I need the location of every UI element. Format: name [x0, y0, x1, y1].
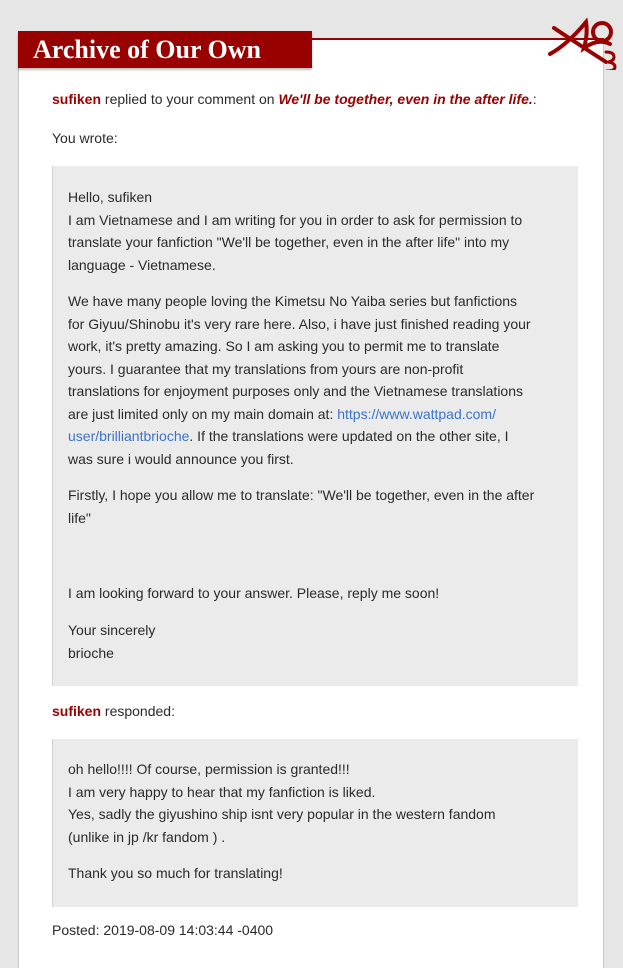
- quote-line: [68, 403, 531, 426]
- quote-line: We have many people loving the Kimetsu No Yaiba series but fanfictions: [68, 293, 518, 309]
- wattpad-link-part1[interactable]: https://www.wattpad.com/: [337, 405, 496, 422]
- quote-line: I am Vietnamese and I am writing for you in order to ask for permission to: [68, 211, 523, 228]
- quote-line: yours. I guarantee that my translations from yours are non-profit: [68, 360, 464, 377]
- response-quote: [52, 739, 578, 907]
- original-comment-quote: [52, 166, 578, 686]
- quote-line: language - Vietnamese.: [68, 256, 216, 273]
- notification-line: [52, 91, 537, 107]
- site-title-banner[interactable]: [18, 31, 312, 68]
- posted-label: Posted:: [52, 922, 100, 938]
- quote-line: I am very happy to hear that my fanfiction is liked.: [68, 783, 376, 800]
- quote-line: oh hello!!!! Of course, permission is granted!!!: [68, 761, 350, 777]
- quote-line: for Giyuu/Shinobu it's very rare here. Also, i have just finished reading your: [68, 315, 531, 332]
- quote-line: Hello, sufiken: [68, 189, 153, 205]
- response-paragraph-1: [68, 758, 496, 848]
- quote-line: Your sincerely: [68, 622, 156, 638]
- you-wrote-label: You wrote:: [52, 130, 118, 146]
- quote-paragraph-2: [68, 290, 531, 470]
- response-paragraph-2: [68, 862, 283, 885]
- quote-paragraph-3: [68, 484, 534, 529]
- quote-line: [68, 425, 531, 448]
- notification-action: replied to your comment on: [104, 91, 275, 107]
- quote-line: translate your fanfiction "We'll be together, even in the after life" into my: [68, 234, 510, 250]
- quote-paragraph-4: [68, 582, 439, 605]
- quote-line: work, it's pretty amazing. So I am asking you to permit me to translate: [68, 338, 500, 354]
- quote-line: (unlike in jp /kr fandom ) .: [68, 828, 226, 845]
- wattpad-link-part2[interactable]: user/brilliantbrioche: [68, 428, 190, 444]
- quote-line: Yes, sadly the giyushino ship isnt very popular in the western fandom: [68, 806, 496, 822]
- quote-line-text: are just limited only on my main domain at:: [68, 405, 338, 422]
- quote-line: brioche: [68, 644, 114, 661]
- quote-line: Thank you so much for translating!: [68, 865, 283, 881]
- responder-user-link[interactable]: sufiken: [52, 703, 102, 719]
- quote-paragraph-1: [68, 186, 522, 276]
- quote-line: was sure i would announce you first.: [68, 450, 294, 467]
- posted-timestamp: [52, 922, 273, 938]
- notification-user-link[interactable]: sufiken: [52, 91, 102, 107]
- after-link-text: . If the translations were updated on the other site, I: [189, 428, 509, 444]
- responded-label: [52, 703, 175, 719]
- ao3-logo-icon[interactable]: [548, 14, 620, 70]
- site-title: Archive of Our Own: [33, 35, 261, 64]
- posted-value: 2019-08-09 14:03:44 -0400: [103, 922, 274, 938]
- responded-suffix: responded:: [104, 703, 175, 719]
- quote-line: translations for enjoyment purposes only and the Vietnamese translations: [68, 383, 524, 399]
- notification-trailing: :: [532, 91, 537, 107]
- work-title-link[interactable]: We'll be together, even in the after life.: [278, 91, 533, 107]
- quote-line: I am looking forward to your answer. Please, reply me soon!: [68, 585, 440, 601]
- quote-line: life": [68, 509, 91, 526]
- quote-line: Firstly, I hope you allow me to translate: "We'll be together, even in the after: [68, 487, 535, 503]
- quote-paragraph-5: [68, 619, 155, 664]
